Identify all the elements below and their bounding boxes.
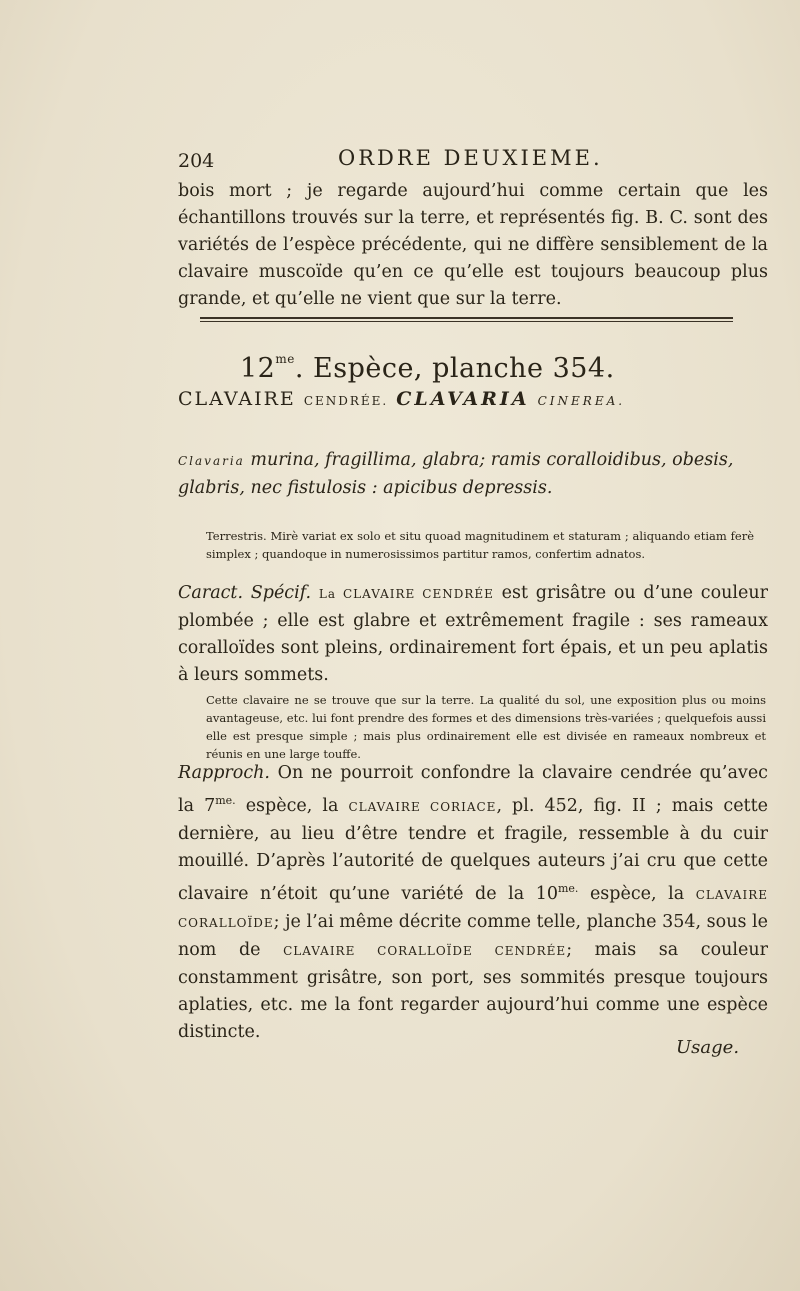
caract-label: Caract. Spécif. — [178, 583, 312, 603]
rapproch-part3: , pl. 452, fig. II ; mais cette dernière, au lieu d’être tendre et fragile, ressemble à du cuir mouillé. D’après l’autorité de quelques auteurs j’ai cru que cette clavaire n’étoit qu’une variété de la 10 — [178, 795, 768, 904]
section-number: 12 — [240, 353, 276, 384]
rapproch-part2: espèce, la — [235, 795, 339, 816]
caract-paragraph — [178, 580, 768, 689]
intro-text: bois mort ; je regarde aujourd’hui comme certain que les échantillons trouvés sur la terre, et représentés fig. B. C. sont des variétés de l’espèce précédente, qui ne diffère sensiblement de la clavaire muscoïde qu’en ce qu’elle est toujours beaucoup plus grande, et qu’elle ne vient que sur la terre. — [178, 181, 768, 309]
species-latin-genus: CLAVARIA — [396, 388, 530, 410]
rapproch-paragraph — [178, 760, 768, 1046]
section-divider — [200, 317, 733, 322]
rapproch-label: Rapproch. — [178, 763, 270, 783]
species-heading — [178, 388, 768, 410]
latin-note-text: Terrestris. Mirè variat ex solo et situ quoad magnitudinem et staturam ; aliquando etiam ferè simplex ; quandoque in numerosissimos partitur ramos, confertim adnatos. — [206, 529, 754, 561]
rapproch-sup1: me. — [215, 794, 236, 807]
section-title-text: . Espèce, planche 354. — [294, 353, 615, 384]
diagnosis-text: murina, fragillima, glabra; ramis coralloidibus, obesis, glabris, nec fistulosis : apicibus depressis. — [178, 450, 734, 498]
page-header — [178, 146, 768, 176]
rapproch-sc3: CLAVAIRE CORALLOÏDE CENDRÉE — [283, 943, 567, 958]
species-fr-name: CLAVAIRE — [178, 388, 296, 410]
diagnosis-genus: Clavaria — [178, 454, 245, 468]
latin-diagnosis — [178, 447, 768, 502]
section-title — [240, 352, 740, 384]
rapproch-part6: ; mais sa couleur constamment grisâtre, son port, ses sommités presque toujours aplaties, etc. me la font regarder aujourd’hui comme une espèce distincte. — [178, 939, 768, 1042]
rapproch-sup2: me. — [557, 881, 579, 895]
rapproch-sc2: CLAVAIRE CORALLOÏDE — [178, 887, 768, 930]
observation-note — [206, 691, 766, 763]
section-number-sup: me — [275, 352, 295, 366]
rapproch-part4: espèce, la — [578, 883, 685, 904]
page-number: 204 — [178, 150, 215, 172]
caract-species-name: La CLAVAIRE CENDRÉE — [318, 587, 494, 601]
caract-text: est grisâtre ou d’une couleur plombée ; elle est glabre et extrêmement fragile : ses rameaux coralloïdes sont pleins, ordinairement fort épais, et un peu aplatis à leurs sommets. — [178, 583, 768, 685]
observation-note-text: Cette clavaire ne se trouve que sur la terre. La qualité du sol, une exposition plus ou moins avantageuse, etc. lui font prendre des formes et des dimensions très-variées ; quelquefois aussi elle est presque simple ; mais plus ordinairement elle est divisée en rameaux nombreux et réunis en une large touffe. — [206, 693, 766, 761]
rapproch-part1: On ne pourroit confondre la clavaire cendrée qu’avec la 7 — [178, 763, 768, 816]
intro-paragraph — [178, 178, 768, 313]
species-latin-epithet: CINEREA. — [537, 394, 626, 408]
latin-note — [206, 527, 754, 563]
catchword: Usage. — [676, 1037, 740, 1058]
rapproch-sc1: CLAVAIRE CORIACE — [348, 799, 497, 814]
rapproch-part5: ; je l’ai même décrite comme telle, planche 354, sous le nom de — [178, 911, 768, 960]
running-title: ORDRE DEUXIEME. — [338, 146, 603, 170]
species-fr-epithet: CENDRÉE. — [303, 394, 389, 408]
